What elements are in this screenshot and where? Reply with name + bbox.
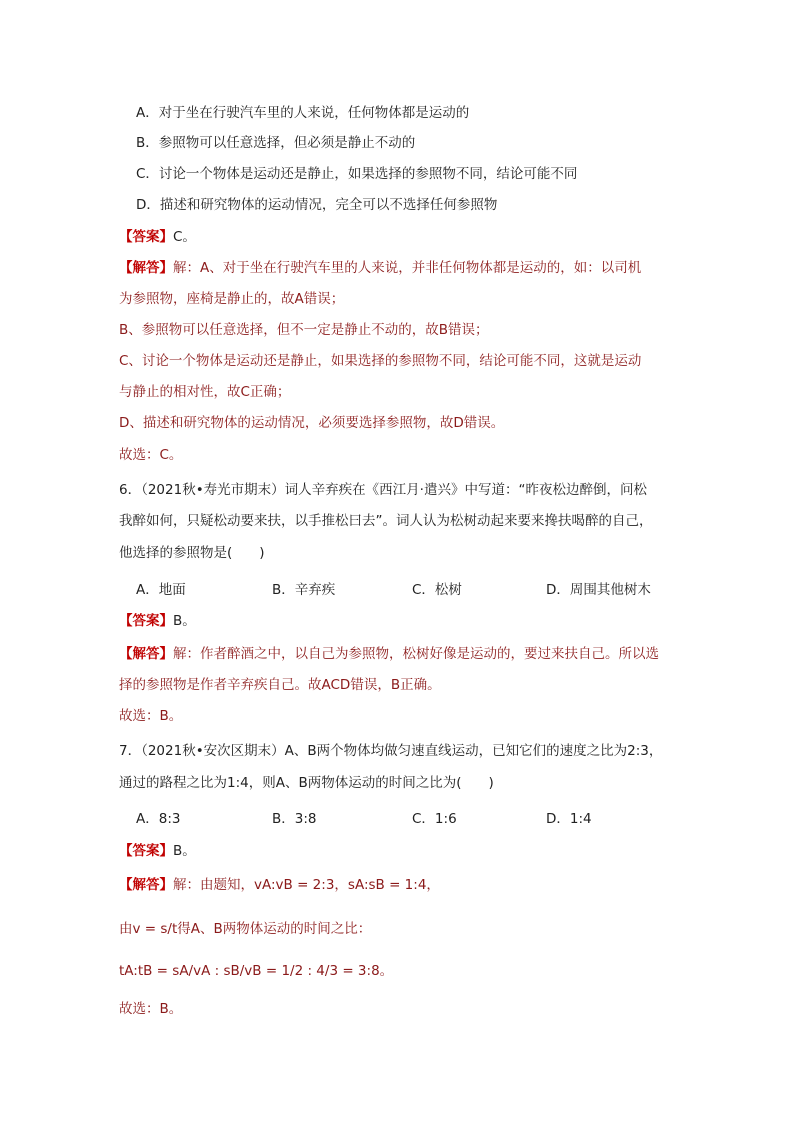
q5-solution-line-3: B、参照物可以任意选择，但不一定是静止不动的，故B错误；: [119, 322, 489, 338]
q6-stem-line-1: 6．（2021秋•寿光市期末）词人辛弃疾在《西江月·遣兴》中写道：“昨夜松边醉倒，问松: [119, 482, 647, 498]
q5-answer: C。: [173, 229, 196, 245]
q5-solution-line-6: D、描述和研究物体的运动情况，必须要选择参照物，故D错误。: [119, 415, 505, 431]
q5-solution-line-5: 与静止的相对性，故C正确；: [119, 384, 291, 400]
q7-solution-line-1: [119, 876, 440, 894]
q6-solution-text-1: 解：作者醉酒之中，以自己为参照物，松树好像是运动的，要过来扶自己。所以选: [173, 646, 659, 662]
q5-conclusion: 故选：C。: [119, 447, 183, 463]
q7-option-b: B．3:8: [272, 811, 317, 827]
q7-solution-tag: 【解答】: [119, 877, 173, 893]
q6-solution-tag: 【解答】: [119, 646, 173, 662]
q5-option-c: C．讨论一个物体是运动还是静止，如果选择的参照物不同，结论可能不同: [136, 166, 578, 182]
q7-solution-line-3: tA:tB = sA/vA : sB/vB = 1/2 : 4/3 = 3:8。: [119, 963, 394, 979]
q6-conclusion: 故选：B。: [119, 708, 183, 724]
q7-answer-tag: 【答案】: [119, 843, 173, 859]
q6-stem-line-2: 我醉如何，只疑松动要来扶，以手推松曰去”。词人认为松树动起来要来搀扶喝醉的自己，: [119, 513, 653, 529]
q5-solution-line-2: 为参照物，座椅是静止的，故A错误；: [119, 291, 345, 307]
q6-answer: B。: [173, 613, 196, 629]
q6-options-row: [0, 581, 794, 599]
q5-solution-line-4: C、讨论一个物体是运动还是静止，如果选择的参照物不同，结论可能不同，这就是运动: [119, 353, 642, 369]
q6-option-b: B．辛弃疾: [272, 582, 336, 598]
q6-option-c: C．松树: [412, 582, 462, 598]
q7-option-a: A．8:3: [136, 811, 181, 827]
q7-option-c: C．1:6: [412, 811, 457, 827]
q6-option-d: D．周围其他树木: [546, 582, 651, 598]
q5-option-d: D．描述和研究物体的运动情况，完全可以不选择任何参照物: [136, 197, 498, 213]
q7-solution-text-1: 解：由题知，vA:vB = 2:3，sA:sB = 1:4，: [173, 877, 440, 893]
q6-answer-line: [119, 612, 196, 630]
q6-solution-line-2: 择的参照物是作者辛弃疾自己。故ACD错误，B正确。: [119, 677, 441, 693]
q5-solution-tag: 【解答】: [119, 260, 173, 276]
q5-option-a: A．对于坐在行驶汽车里的人来说，任何物体都是运动的: [136, 105, 470, 121]
q6-option-a: A．地面: [136, 582, 186, 598]
q6-solution-line-1: [119, 645, 659, 663]
q5-answer-line: [119, 228, 196, 246]
q7-solution-line-2: 由v = s/t得A、B两物体运动的时间之比：: [119, 921, 372, 937]
q7-answer: B。: [173, 843, 196, 859]
q7-conclusion: 故选：B。: [119, 1001, 183, 1017]
q7-answer-line: [119, 842, 196, 860]
q7-stem-line-2: 通过的路程之比为1:4，则A、B两物体运动的时间之比为( ): [119, 775, 494, 791]
q7-stem-line-1: 7．（2021秋•安次区期末）A、B两个物体均做匀速直线运动，已知它们的速度之比为2:3，: [119, 743, 663, 759]
q6-stem-line-3: 他选择的参照物是( ): [119, 545, 265, 561]
q6-answer-tag: 【答案】: [119, 613, 173, 629]
q5-answer-tag: 【答案】: [119, 229, 173, 245]
q5-solution-text-1: 解：A、对于坐在行驶汽车里的人来说，并非任何物体都是运动的，如：以司机: [173, 260, 642, 276]
q7-options-row: [0, 810, 794, 828]
q7-option-d: D．1:4: [546, 811, 592, 827]
q5-option-b: B．参照物可以任意选择，但必须是静止不动的: [136, 135, 416, 151]
q5-solution-line-1: [119, 259, 641, 277]
